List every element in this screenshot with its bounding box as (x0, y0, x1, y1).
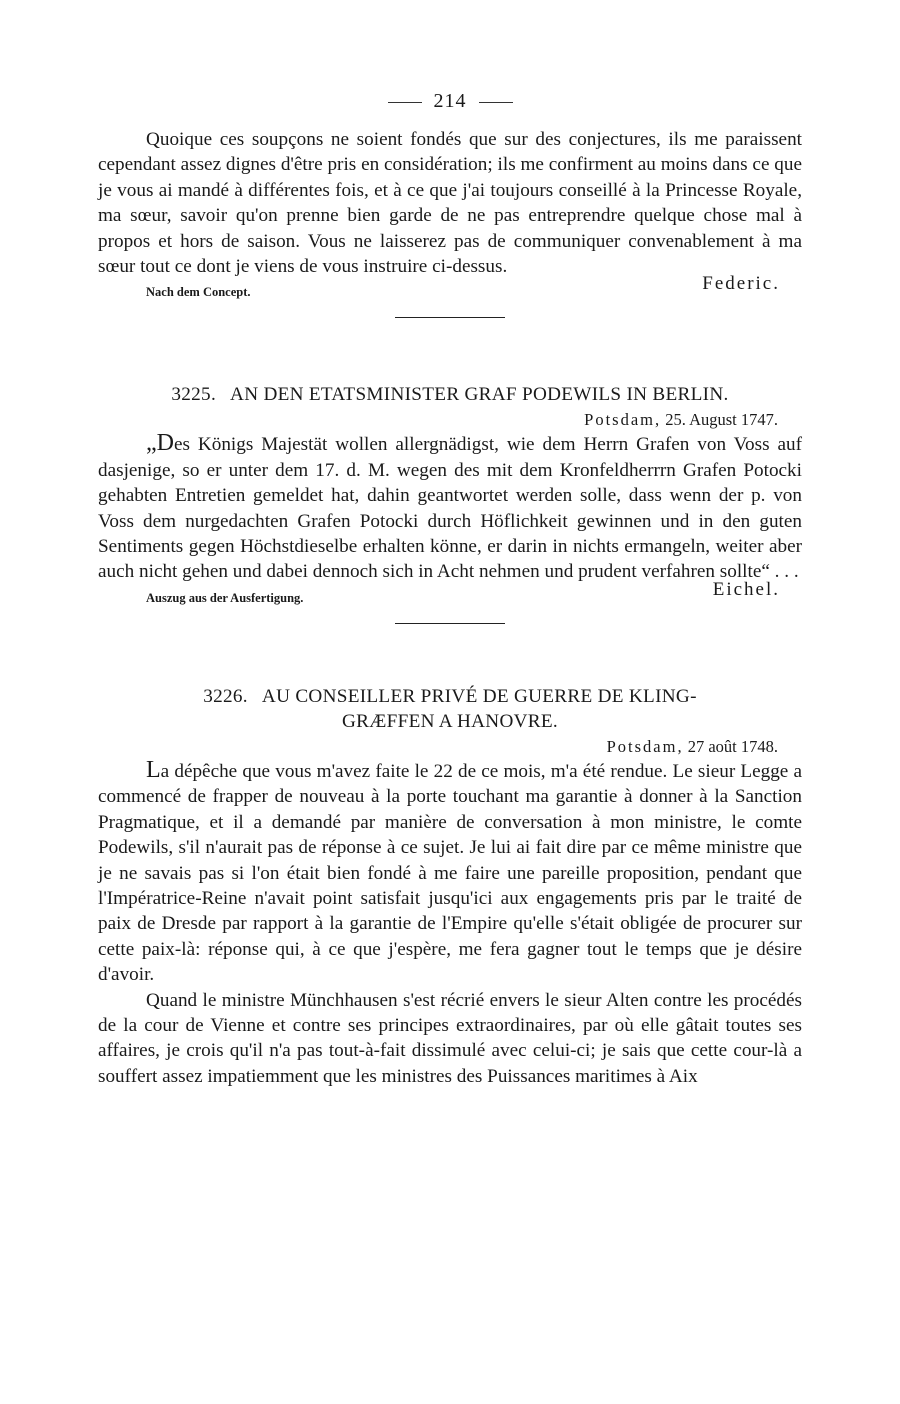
letter-3225-source-note: Auszug aus der Ausfertigung. (146, 590, 304, 605)
letter-3226-initial: L (146, 756, 161, 783)
letter-3226-paragraph-2: Quand le ministre Münchhausen s'est récrié envers le sieur Alten contre les procédés de la cour de Vienne et contre ses principes extraordinaires, par où elle gâtait toutes ses affaires, je crois qu'il n'a pas tout-à-fait dissimulé avec celui-ci; je sais que cette cour-là a souffert assez impatiemment que les ministres des Puissances maritimes à Aix (98, 989, 802, 1087)
page-number-dash-right (479, 102, 513, 103)
letter-3225-number: 3225. (171, 384, 217, 406)
letter-3225-source-line (98, 578, 802, 607)
intro-signature: Federic. (702, 273, 780, 295)
letter-3226-title-line1: AU CONSEILLER PRIVÉ DE GUERRE DE KLING- (261, 685, 697, 707)
letter-3226-dateline (98, 736, 802, 758)
letter-3225-signature: Eichel. (712, 578, 780, 600)
letter-3226-title-line2: GRÆFFEN A HANOVRE. (342, 710, 558, 732)
page-number-text: 214 (433, 90, 467, 112)
letter-3225 (98, 382, 802, 623)
letter-3226-heading (98, 684, 802, 734)
letter-3226-paragraph-1 (98, 758, 802, 988)
document-page (98, 90, 802, 1089)
section-divider (395, 317, 505, 318)
intro-paragraph: Quoique ces soupçons ne soient fondés que sur des conjectures, ils me paraissent cependant assez dignes d'être pris en considération; ils me confirment au moins dans ce que je vous ai mandé à différentes fois, et à ce que j'ai toujours conseillé à la Princesse Royale, ma sœur, savoir qu'on prenne bien garde de ne pas entreprendre quelque chose mal à propos et hors de saison. Vous ne laisserez pas de communiquer convenablement à ma sœur tout ce dont je viens de vous instruire ci-dessus. (98, 129, 802, 278)
letter-3225-initial: „D (146, 430, 174, 457)
intro-source-line (98, 275, 802, 301)
letter-3225-place: Potsdam, (584, 410, 662, 430)
letter-3225-heading (98, 382, 802, 407)
letter-3226 (98, 684, 802, 1089)
letter-3225-text: es Königs Majestät wollen allergnädigst, wie dem Herrn Grafen von Voss auf dasjenige, so er unter dem 17. d. M. wegen des mit dem Kronfeldherrrn Grafen Potocki gehabten Entretien gemeldet hat, dahin geantwortet werden solle, dass wenn der p. von Voss dem nurgedachten Grafen Potocki durch Höflichkeit gewinnen und in den guten Sentiments gegen Höchstdieselbe erhalten könne, er darin in nichts ermangeln, weiter aber auch nicht gehen und dabei dennoch sich in Acht nehmen und prudent verfahren sollte“ . . . (98, 434, 802, 583)
letter-3225-date: 25. August 1747. (665, 410, 778, 430)
letter-3226-heading-line1 (98, 684, 802, 709)
section-divider (395, 623, 505, 624)
page-number (98, 90, 802, 113)
letter-3225-title: AN DEN ETATSMINISTER GRAF PODEWILS IN BERLIN. (230, 384, 729, 406)
letter-3226-date: 27 août 1748. (687, 736, 778, 756)
letter-3226-place: Potsdam, (606, 736, 684, 756)
letter-3225-dateline (98, 409, 802, 431)
page-number-dash-left (388, 102, 422, 103)
intro-source-note: Nach dem Concept. (146, 285, 251, 300)
letter-3226-number: 3226. (203, 685, 248, 707)
letter-3226-text-1: a dépêche que vous m'avez faite le 22 de ce mois, m'a été rendue. Le sieur Legge a commencé de frapper de nouveau à la porte touchant ma garantie à donner à la Sanction Pragmatique, et il a demandé par manière de conversation à mon ministre, le comte Podewils, s'il n'aurait pas de réponse à ce sujet. Je lui ai fait dire par ce même ministre que je ne savais pas si l'on était bien fondé à me faire une pareille proposition, pendant que l'Impératrice-Reine n'avait point satisfait jusqu'ici aux engagements pris par le traité de paix de Dresde par rapport à la garantie de l'Empire qu'elle s'était obligée de procurer sur cette paix-là: réponse qui, à ce que j'espère, me fera gagner tout le temps que je désire d'avoir. (98, 760, 802, 986)
letter-3225-paragraph (98, 431, 802, 584)
